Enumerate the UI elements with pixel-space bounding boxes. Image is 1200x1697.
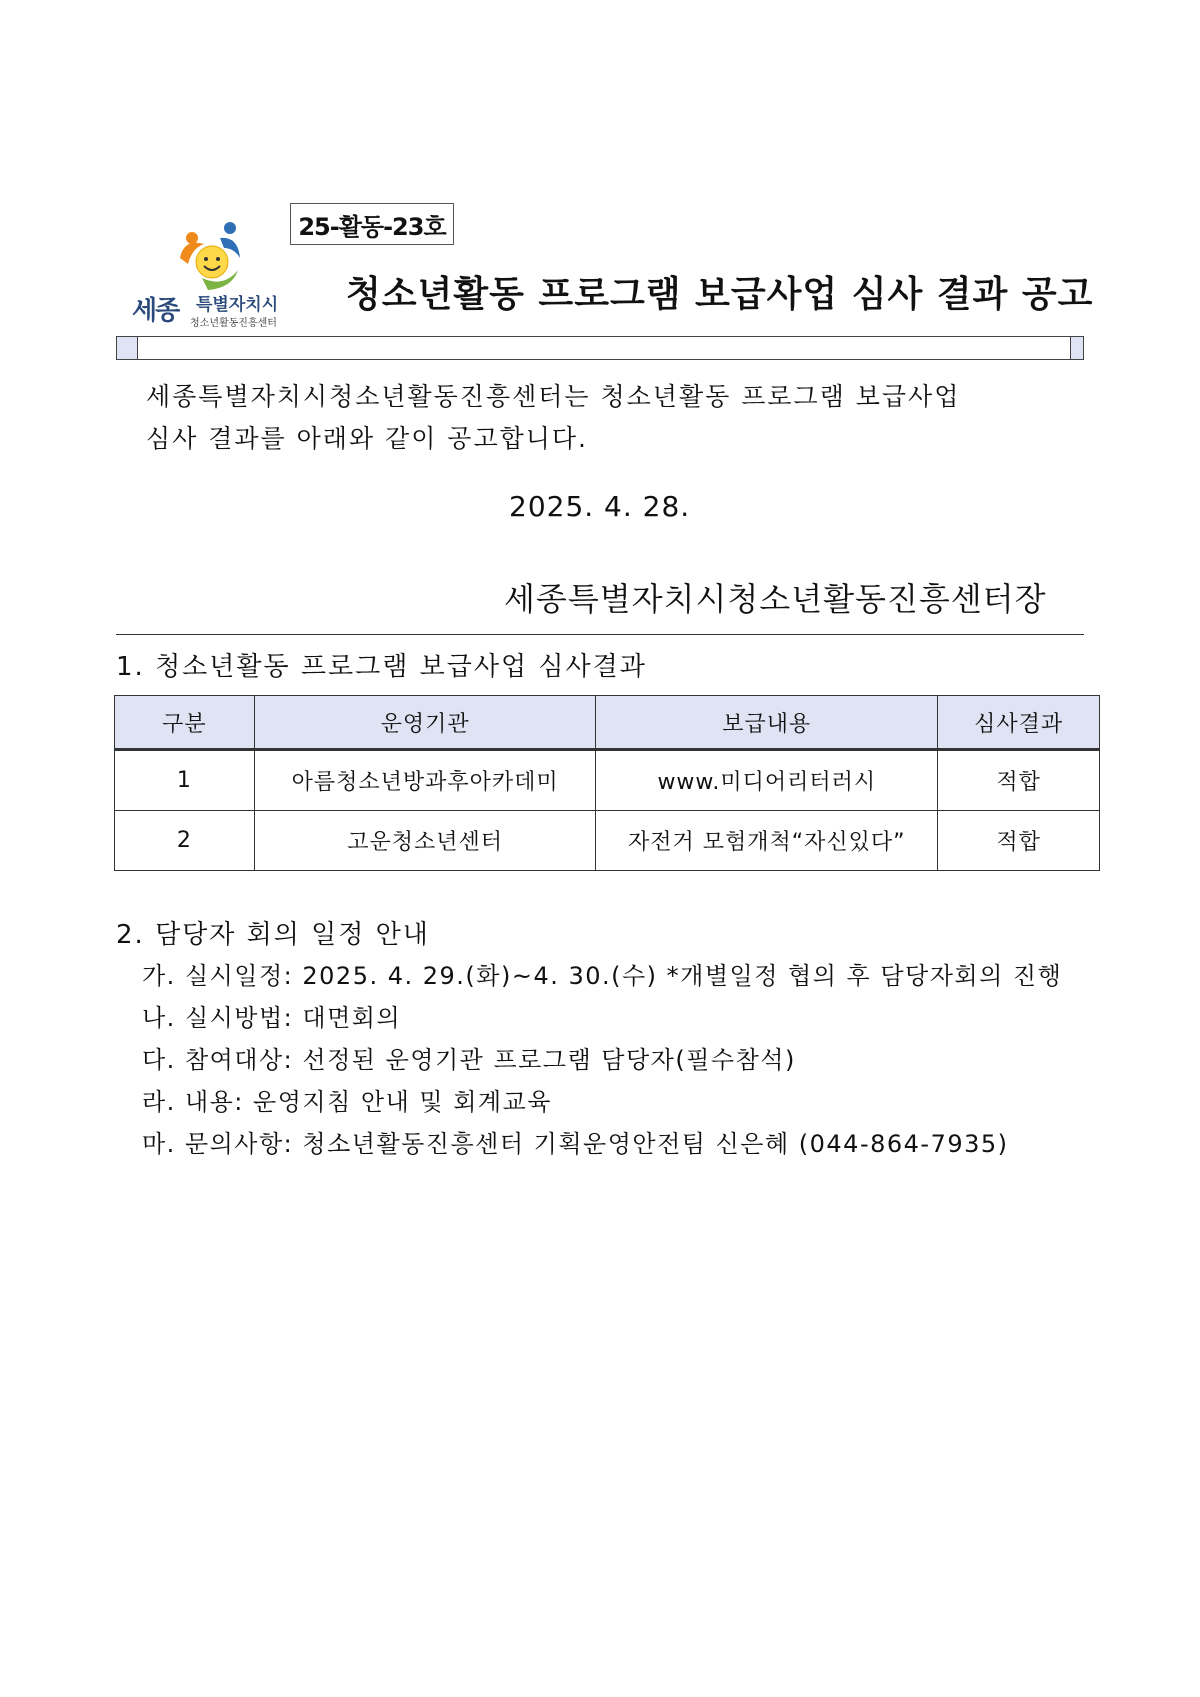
cell-result: 적합 — [938, 750, 1100, 811]
title-bar-right-cap — [1070, 337, 1083, 359]
column-header: 보급내용 — [596, 696, 938, 750]
meeting-info-list — [142, 955, 1062, 1165]
logo-name: 세종 — [132, 296, 179, 326]
cell-no: 1 — [115, 750, 255, 811]
logo-special: 특별자치시 — [196, 295, 279, 315]
results-table — [114, 695, 1100, 871]
page-title: 청소년활동 프로그램 보급사업 심사 결과 공고 — [346, 274, 1094, 315]
logo-sub: 청소년활동진흥센터 — [190, 318, 277, 329]
announcement-date: 2025. 4. 28. — [509, 490, 691, 523]
horizontal-rule — [116, 634, 1084, 635]
doc-number: 25-활동-23호 — [290, 203, 454, 245]
list-item: 가. 실시일정: 2025. 4. 29.(화)~4. 30.(수) *개별일정 협의 후 담당자회의 진행 — [142, 962, 1063, 990]
table-row — [115, 811, 1100, 871]
list-item: 다. 참여대상: 선정된 운영기관 프로그램 담당자(필수참석) — [142, 1046, 796, 1074]
list-item: 마. 문의사항: 청소년활동진흥센터 기획운영안전팀 신은혜 (044-864-7935) — [142, 1130, 1009, 1158]
intro-line-1: 세종특별자치시청소년활동진흥센터는 청소년활동 프로그램 보급사업 — [146, 382, 961, 411]
table-row — [115, 750, 1100, 811]
cell-result: 적합 — [938, 811, 1100, 871]
logo-mascot-icon — [128, 218, 288, 298]
table-header-row — [115, 696, 1100, 750]
column-header: 심사결과 — [938, 696, 1100, 750]
section-2-heading: 2. 담당자 회의 일정 안내 — [116, 920, 430, 950]
cell-org: 아름청소년방과후아카데미 — [254, 750, 596, 811]
cell-content: 자전거 모험개척“자신있다” — [596, 811, 938, 871]
intro-line-2: 심사 결과를 아래와 같이 공고합니다. — [146, 424, 588, 453]
column-header: 구분 — [115, 696, 255, 750]
section-1-heading: 1. 청소년활동 프로그램 보급사업 심사결과 — [116, 652, 647, 682]
cell-content: www.미디어리터러시 — [596, 750, 938, 811]
cell-no: 2 — [115, 811, 255, 871]
title-divider-bar — [116, 336, 1084, 360]
cell-org: 고운청소년센터 — [254, 811, 596, 871]
column-header: 운영기관 — [254, 696, 596, 750]
list-item: 라. 내용: 운영지침 안내 및 회계교육 — [142, 1088, 552, 1116]
list-item: 나. 실시방법: 대면회의 — [142, 1004, 402, 1032]
signatory: 세종특별자치시청소년활동진흥센터장 — [504, 580, 1047, 618]
intro-paragraph — [146, 376, 960, 460]
title-bar-left-cap — [117, 337, 138, 359]
